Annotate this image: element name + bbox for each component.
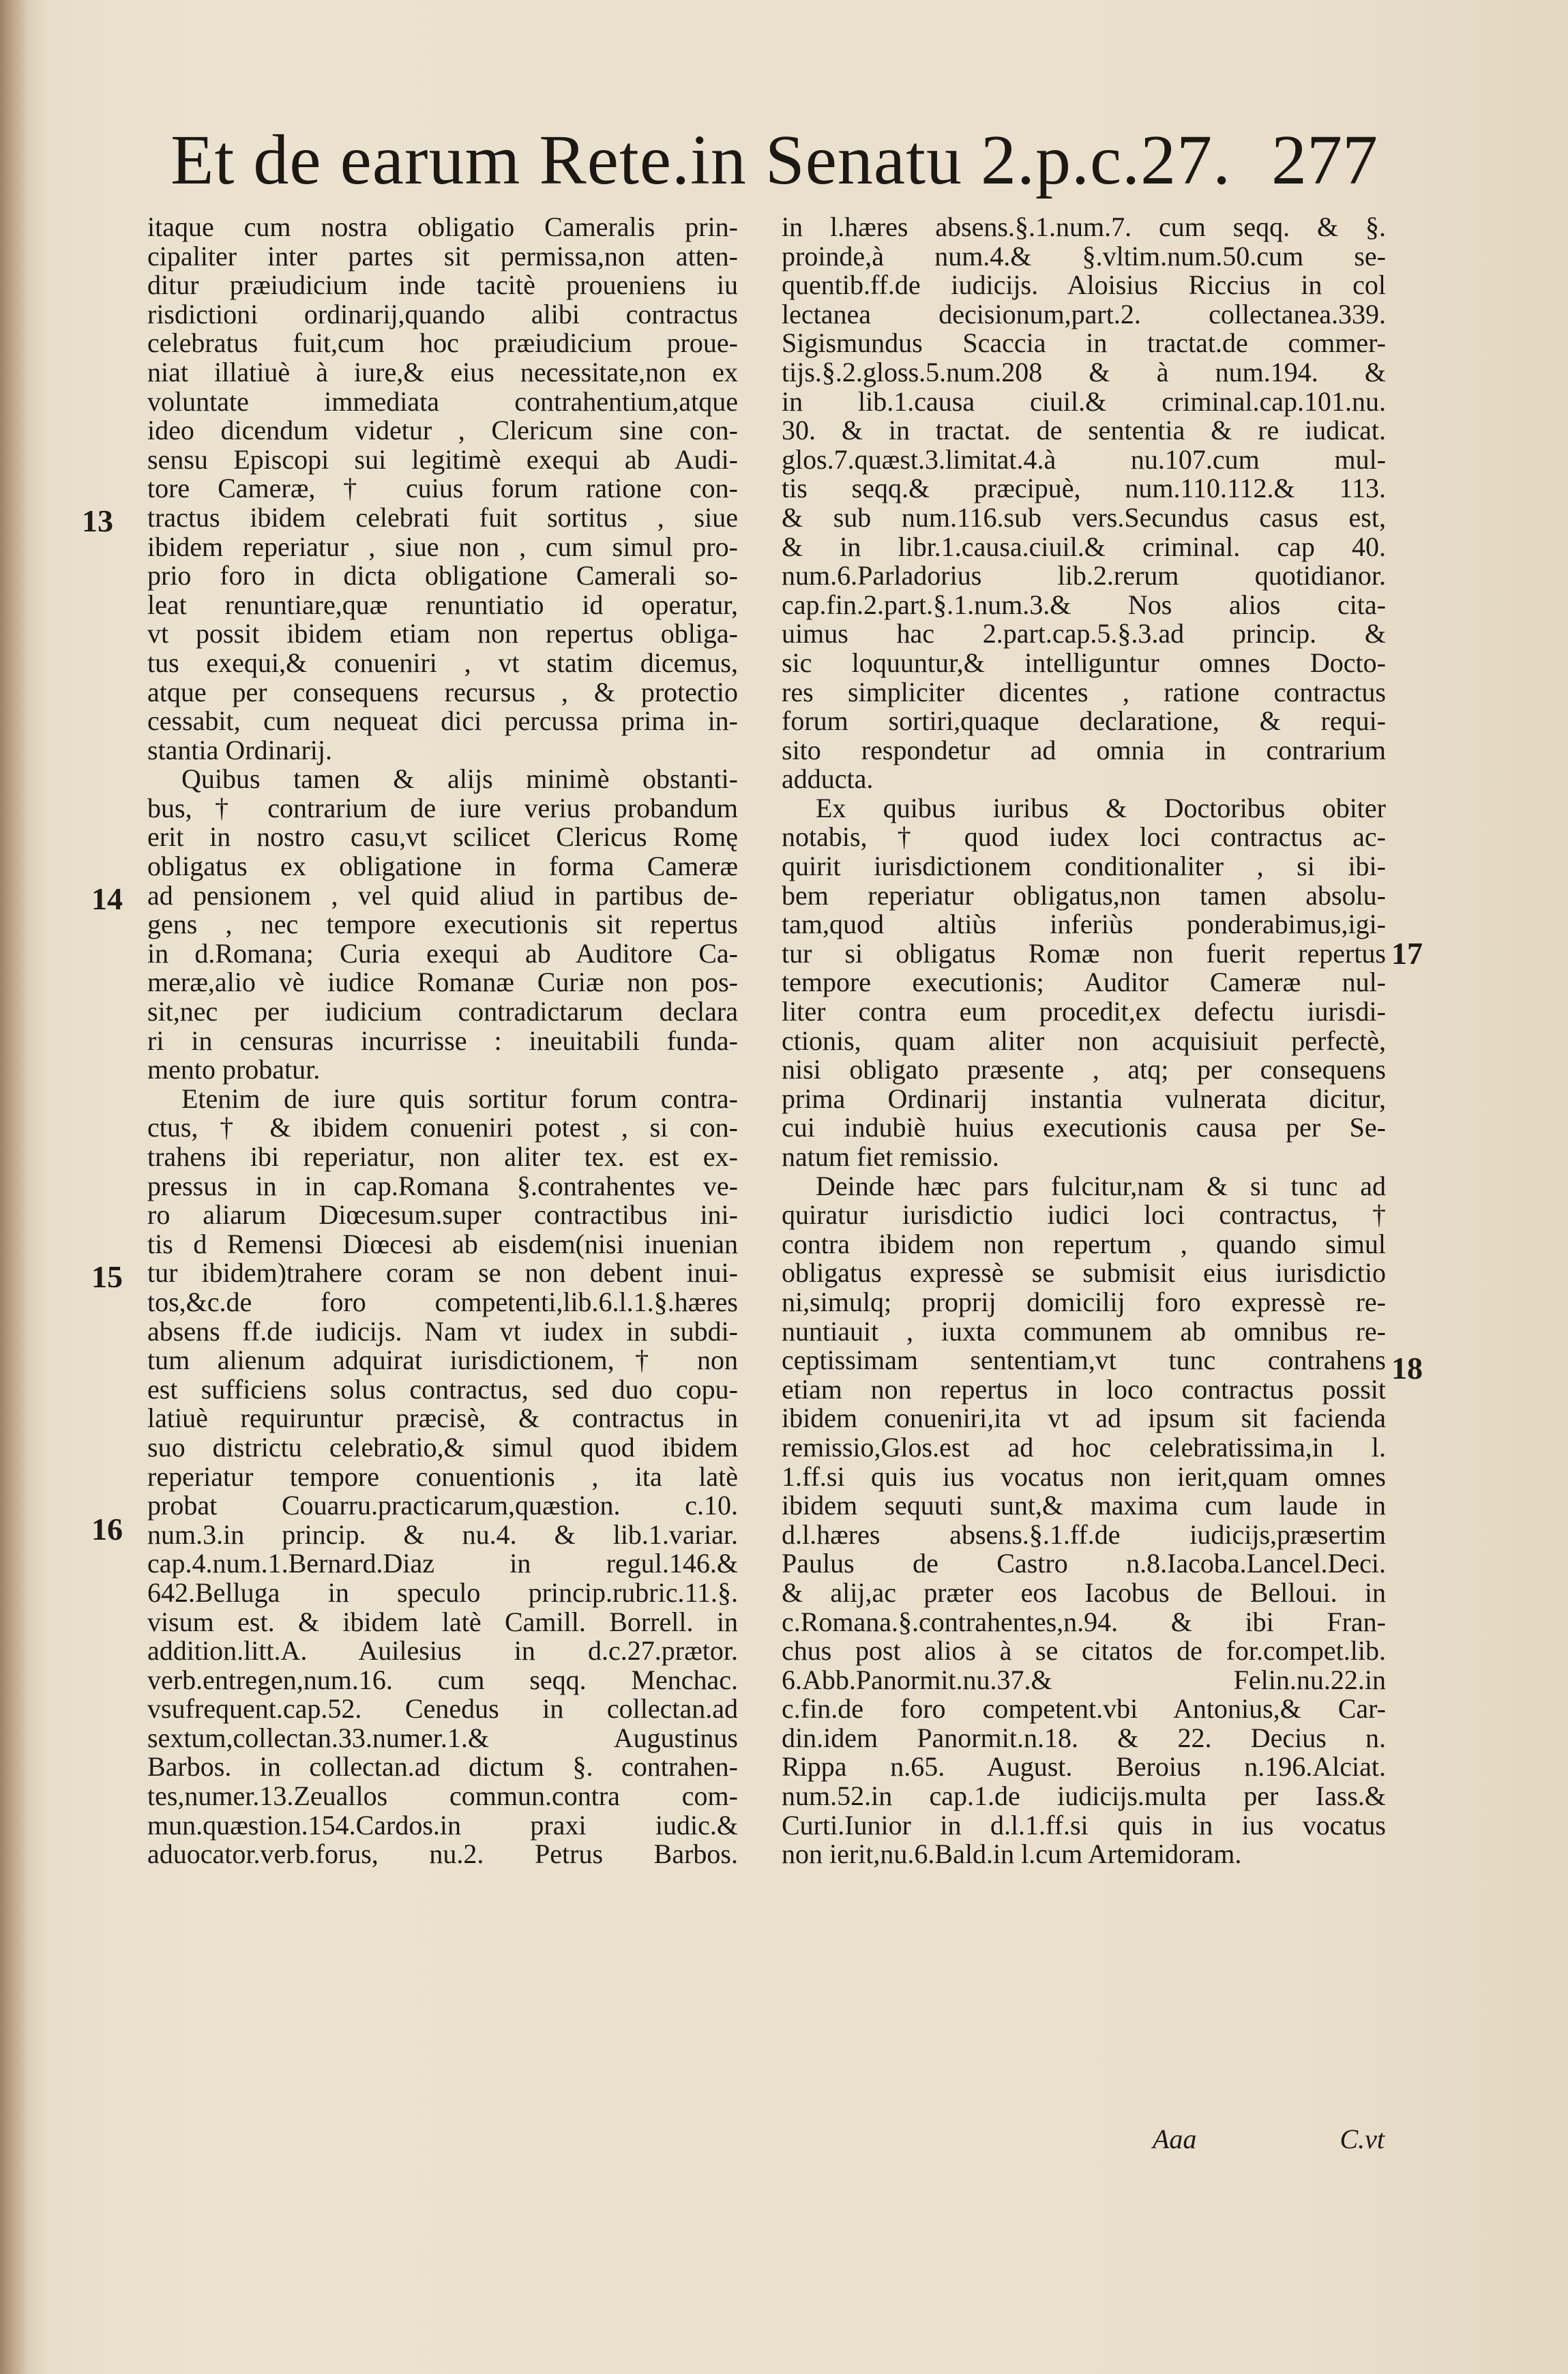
text-line: ibidem reperiatur , siue non , cum simul pro- [147,531,738,562]
text-line: remissio,Glos.est ad hoc celebratissima,in l. [782,1431,1386,1463]
text-line: probat Couarru.practicarum,quæstion. c.10. [147,1490,738,1521]
text-line: prima Ordinarij instantia vulnerata dicitur, [782,1083,1386,1114]
binding-gutter [0,0,27,2374]
text-line: proinde,à num.4.& §.vltim.num.50.cum se- [782,240,1386,272]
right-text-column [782,213,1386,1869]
text-line: obligatus expressè se submisit eius iurisdictio [782,1257,1386,1289]
text-line: risdictioni ordinarij,quando alibi contractus [147,298,738,329]
text-line: Deinde hæc pars fulcitur,nam & si tunc ad [816,1170,1386,1201]
text-line: Barbos. in collectan.ad dictum §. contrahen- [147,1751,738,1783]
text-line: Sigismundus Scaccia in tractat.de commer- [782,327,1386,359]
text-line: Paulus de Castro n.8.Iacoba.Lancel.Deci. [782,1548,1386,1579]
text-line: bem reperiatur obligatus,non tamen absolu- [782,879,1386,911]
text-line: chus post alios à se citatos de for.compet.lib. [782,1635,1386,1667]
catchword: C.vt [1340,2124,1385,2154]
margin-number: 14 [91,881,123,916]
text-line: ni,simulq; proprij domicilij foro expressè re- [782,1286,1386,1317]
text-line: tore Cameræ, † cuius forum ratione con- [147,473,738,504]
text-line: Quibus tamen & alijs minimè obstanti- [181,763,738,795]
text-line: quentib.ff.de iudicijs. Aloisius Riccius in col [782,269,1386,301]
page-number: 277 [1271,121,1378,199]
text-line: ideo dicendum videtur , Clericum sine con- [147,415,738,446]
text-line: tus exequi,& conueniri , vt statim dicemus, [147,647,738,678]
text-line: ceptissimam sententiam,vt tunc contrahens [782,1345,1386,1376]
text-line: sit,nec per iudicium contradictarum declara [147,996,738,1027]
text-line: niat illatiuè à iure,& eius necessitate,non ex [147,356,738,387]
text-line: notabis, † quod iudex loci contractus ac- [782,821,1386,853]
text-line: quirit iurisdictionem conditionaliter , si ibi- [782,851,1386,882]
text-line: bus, † contrarium de iure verius probandum [147,792,738,823]
text-line: leat renuntiare,quæ renuntiatio id operatur, [147,589,738,620]
left-text-column [147,213,738,1869]
text-line: Rippa n.65. August. Beroius n.196.Alciat. [782,1751,1386,1783]
text-line: gens , nec tempore executionis sit repertus [147,909,738,940]
text-line: c.fin.de foro competent.vbi Antonius,& Car- [782,1693,1386,1725]
text-line: & alij,ac præter eos Iacobus de Belloui. in [782,1577,1386,1608]
text-line: ctus, † & ibidem conueniri potest , si con- [147,1112,738,1143]
text-line: mento probatur. [147,1054,321,1085]
text-line: d.l.hæres absens.§.1.ff.de iudicijs,præsertim [782,1519,1386,1550]
text-line: absens ff.de iudicijs. Nam vt iudex in subdi- [147,1315,738,1347]
text-line: natum fiet remissio. [782,1141,999,1172]
text-line: ditur præiudicium inde tacitè proueniens iu [147,269,738,301]
page-header [171,109,1378,211]
text-line: Etenim de iure quis sortitur forum contra- [181,1083,738,1114]
text-line: din.idem Panormit.n.18. & 22. Decius n. [782,1722,1386,1753]
text-line: glos.7.quæst.3.limitat.4.à nu.107.cum mul- [782,443,1386,475]
text-line: num.6.Parladorius lib.2.rerum quotidianor. [782,560,1386,591]
text-line: cipaliter inter partes sit permissa,non atten- [147,240,738,272]
margin-number: 18 [1391,1351,1423,1386]
text-line: Curti.Iunior in d.l.1.ff.si quis in ius vocatus [782,1809,1386,1841]
text-line: 642.Belluga in speculo princip.rubric.11.§. [147,1577,738,1608]
text-line: ad pensionem , vel quid aliud in partibus de- [147,879,738,911]
text-line: tam,quod altiùs inferiùs ponderabimus,igi- [782,909,1386,940]
text-line: adducta. [782,763,874,795]
text-line: res simpliciter dicentes , ratione contractus [782,676,1386,707]
text-line: obligatus ex obligatione in forma Cameræ [147,851,738,882]
text-line: num.3.in princip. & nu.4. & lib.1.variar. [147,1519,738,1550]
text-line: 1.ff.si quis ius vocatus non ierit,quam omnes [782,1461,1386,1492]
text-line: liter contra eum procedit,ex defectu iurisdi- [782,996,1386,1027]
text-line: mun.quæstion.154.Cardos.in praxi iudic.& [147,1809,738,1841]
text-line: itaque cum nostra obligatio Cameralis prin- [147,211,738,242]
signature-mark: Aaa [1153,2124,1197,2154]
text-line: num.52.in cap.1.de iudicijs.multa per Iass.& [782,1781,1386,1812]
text-line: cap.fin.2.part.§.1.num.3.& Nos alios cita- [782,589,1386,620]
text-line: ibidem sequuti sunt,& maxima cum laude in [782,1490,1386,1521]
text-line: tur si obligatus Romæ non fuerit repertus [782,937,1386,969]
text-line: vt possit ibidem etiam non repertus obliga- [147,618,738,649]
text-line: visum est. & ibidem latè Camill. Borrell. in [147,1606,738,1637]
text-line: non ierit,nu.6.Bald.in l.cum Artemidoram. [782,1838,1242,1870]
text-line: tum alienum adquirat iurisdictionem,† non [147,1345,738,1376]
text-line: forum sortiri,quaque declaratione, & requi- [782,705,1386,737]
text-line: celebratus fuit,cum hoc præiudicium proue- [147,327,738,359]
text-line: aduocator.verb.forus, nu.2. Petrus Barbos. [147,1838,738,1870]
text-line: latiuè requiruntur præcisè, & contractus in [147,1403,738,1434]
margin-number: 17 [1391,936,1423,971]
text-line: cui indubiè huius executionis causa per Se- [782,1112,1386,1143]
text-line: ri in censuras incurrisse : ineuitabili funda- [147,1025,738,1056]
text-line: & sub num.116.sub vers.Secundus casus est, [782,501,1386,533]
page-footer [1153,2123,1385,2157]
text-line: sextum,collectan.33.numer.1.& Augustinus [147,1722,738,1753]
text-line: sensu Episcopi sui legitimè exequi ab Audi- [147,443,738,475]
text-line: cessabit, cum nequeat dici percussa prima in- [147,705,738,737]
text-line: tur ibidem)trahere coram se non debent inui- [147,1257,738,1289]
text-line: in lib.1.causa ciuil.& criminal.cap.101.nu. [782,385,1386,417]
text-line: tractus ibidem celebrati fuit sortitus , siue [147,501,738,533]
text-line: atque per consequens recursus , & protectio [147,676,738,707]
text-line: lectanea decisionum,part.2. collectanea.339. [782,298,1386,329]
text-line: quiratur iurisdictio iudici loci contractus, † [782,1199,1386,1231]
text-line: vsufrequent.cap.52. Cenedus in collectan.ad [147,1693,738,1725]
margin-number: 13 [82,503,113,538]
text-line: est sufficiens solus contractus, sed duo copu- [147,1373,738,1405]
margin-number: 15 [91,1259,123,1294]
text-line: etiam non repertus in loco contractus possit [782,1373,1386,1405]
text-line: uimus hac 2.part.cap.5.§.3.ad princip. & [782,618,1386,649]
text-line: sic loquuntur,& intelliguntur omnes Docto- [782,647,1386,678]
text-line: nisi obligato præsente , atq; per consequens [782,1054,1386,1085]
running-title: Et de earum Rete.in Senatu 2.p.c.27. [171,121,1232,199]
text-line: trahens ibi reperiatur, non aliter tex. est ex- [147,1141,738,1172]
text-line: in l.hæres absens.§.1.num.7. cum seqq. & §. [782,211,1386,242]
text-line: tis seqq.& præcipuè, num.110.112.& 113. [782,473,1386,504]
text-line: ibidem conueniri,ita vt ad ipsum sit facienda [782,1403,1386,1434]
text-line: stantia Ordinarij. [147,734,333,765]
text-line: sito respondetur ad omnia in contrarium [782,734,1386,765]
text-line: tempore executionis; Auditor Cameræ nul- [782,967,1386,998]
text-line: Ex quibus iuribus & Doctoribus obiter [816,792,1386,823]
text-line: addition.litt.A. Auilesius in d.c.27.prætor. [147,1635,738,1667]
text-line: in d.Romana; Curia exequi ab Auditore Ca- [147,937,738,969]
text-line: pressus in in cap.Romana §.contrahentes ve- [147,1170,738,1201]
margin-number: 16 [91,1512,123,1547]
text-line: voluntate immediata contrahentium,atque [147,385,738,417]
text-line: meræ,alio vè iudice Romanæ Curiæ non pos- [147,967,738,998]
text-line: reperiatur tempore conuentionis , ita latè [147,1461,738,1492]
text-line: ro aliarum Diœcesum.super contractibus ini- [147,1199,738,1231]
text-line: tos,&c.de foro competenti,lib.6.l.1.§.hæres [147,1286,738,1317]
text-line: & in libr.1.causa.ciuil.& criminal. cap 40. [782,531,1386,562]
text-line: tis d Remensi Diœcesi ab eisdem(nisi inuenian [147,1228,738,1259]
text-line: 6.Abb.Panormit.nu.37.& Felin.nu.22.in [782,1664,1386,1695]
text-line: ctionis, quam aliter non acquisiuit perfectè, [782,1025,1386,1056]
text-line: 30. & in tractat. de sententia & re iudicat. [782,415,1386,446]
text-line: prio foro in dicta obligatione Camerali so- [147,560,738,591]
text-line: c.Romana.§.contrahentes,n.94. & ibi Fran- [782,1606,1386,1637]
text-line: verb.entregen,num.16. cum seqq. Menchac. [147,1664,738,1695]
text-line: tijs.§.2.gloss.5.num.208 & à num.194. & [782,356,1386,387]
text-line: suo districtu celebratio,& simul quod ibidem [147,1431,738,1463]
text-line: erit in nostro casu,vt scilicet Clericus Romę [147,821,738,853]
text-line: cap.4.num.1.Bernard.Diaz in regul.146.& [147,1548,738,1579]
text-line: nuntiauit , iuxta communem ab omnibus re- [782,1315,1386,1347]
facing-page-bleed [27,177,57,2156]
text-line: contra ibidem non repertum , quando simul [782,1228,1386,1259]
text-line: tes,numer.13.Zeuallos commun.contra com- [147,1781,738,1812]
